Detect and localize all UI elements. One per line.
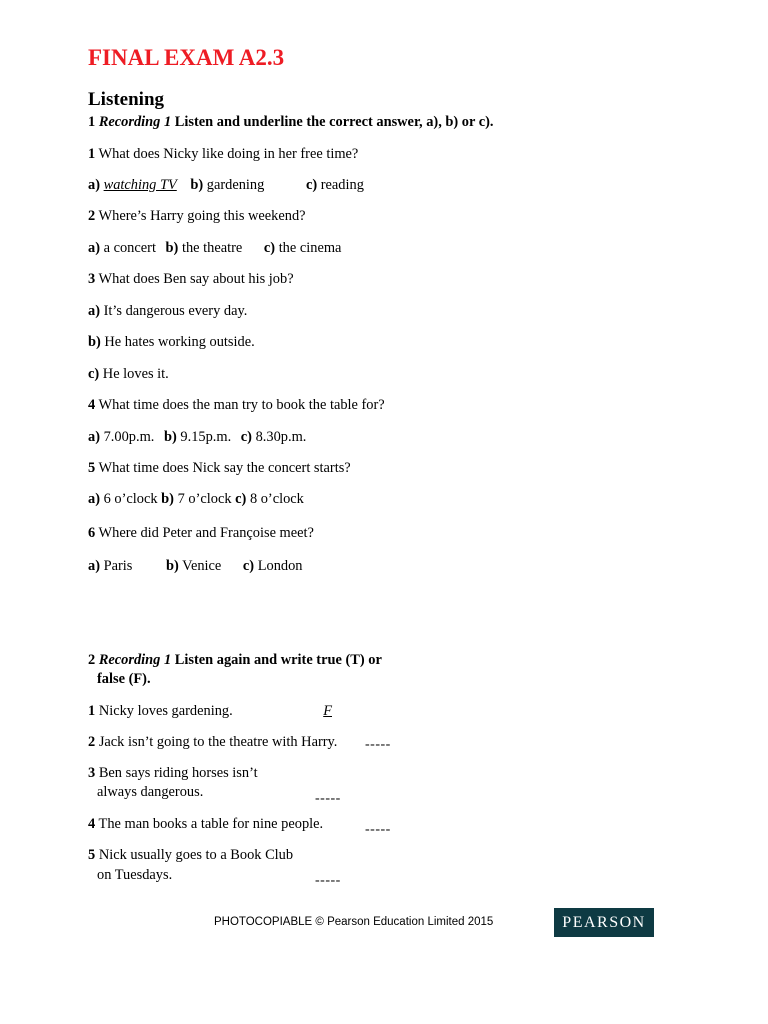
question-text: What time does the man try to book the table for? (98, 397, 385, 413)
statement-text: Ben says riding horses isn’t (98, 765, 258, 781)
instruction-text: Listen again and write true (T) or (174, 652, 382, 668)
copyright-footer: PHOTOCOPIABLE © Pearson Education Limited 2015 (214, 916, 494, 928)
option-b-label: b) (161, 491, 174, 507)
option-b-text: Venice (182, 558, 222, 574)
option-a-label: a) (88, 303, 100, 319)
option-a-text: It’s dangerous every day. (103, 303, 248, 319)
question-6 (88, 524, 314, 542)
option-a-label: a) (88, 240, 100, 256)
question-text: What does Ben say about his job? (98, 271, 294, 287)
exercise-number: 1 (88, 114, 96, 130)
options-5 (88, 490, 304, 508)
answer-blank-5: ----- (315, 873, 341, 888)
option-c-text: He loves it. (102, 366, 169, 382)
option-b-label: b) (190, 177, 204, 193)
option-c-text: 8.30p.m. (255, 429, 307, 445)
statement-3 (88, 764, 258, 782)
option-c-label: c) (305, 177, 318, 193)
question-number: 1 (88, 146, 96, 162)
statement-text: The man books a table for nine people. (98, 816, 324, 832)
question-number: 2 (88, 208, 96, 224)
statement-number: 3 (88, 765, 96, 781)
option-a-text: Paris (103, 558, 133, 574)
option-c-text: 8 o’clock (249, 491, 304, 507)
exercise1-instruction (88, 113, 493, 131)
question-text: Where did Peter and Françoise meet? (98, 525, 314, 541)
question-text: What time does Nick say the concert starts? (98, 460, 351, 476)
exercise2-instruction-cont: false (F). (97, 671, 151, 687)
option-c-label: c) (88, 366, 100, 382)
question-number: 3 (88, 271, 96, 287)
statement-number: 5 (88, 847, 96, 863)
option-b-text: 7 o’clock (177, 491, 232, 507)
option-3a (88, 302, 247, 320)
option-c-label: c) (235, 491, 247, 507)
question-number: 6 (88, 525, 96, 541)
answer-blank-2: ----- (365, 737, 391, 752)
option-a-text: 6 o’clock (103, 491, 158, 507)
option-c-label: c) (263, 240, 276, 256)
option-a-label: a) (88, 491, 100, 507)
option-b-text: the theatre (181, 240, 243, 256)
option-b-text: gardening (206, 177, 265, 193)
statement-5-cont: on Tuesdays. (97, 867, 173, 883)
question-4 (88, 396, 385, 414)
option-c-label: c) (242, 558, 255, 574)
question-number: 5 (88, 460, 96, 476)
question-3 (88, 270, 294, 288)
option-a-underlined-answer: watching TV (103, 177, 177, 193)
statement-1 (88, 702, 233, 720)
option-b-label: b) (164, 429, 177, 445)
options-6 (88, 557, 303, 575)
exercise2-instruction (88, 651, 382, 669)
option-a-label: a) (88, 429, 100, 445)
option-a-text: 7.00p.m. (103, 429, 155, 445)
question-number: 4 (88, 397, 96, 413)
option-3c (88, 365, 169, 383)
option-c-text: reading (320, 177, 364, 193)
option-b-text: He hates working outside. (104, 334, 255, 350)
recording-label: Recording 1 (98, 114, 172, 130)
statement-text: Jack isn’t going to the theatre with Harry. (98, 734, 338, 750)
instruction-text: Listen and underline the correct answer, a), b) or c). (174, 114, 494, 130)
option-c-text: the cinema (278, 240, 342, 256)
option-b-label: b) (88, 334, 101, 350)
statement-2 (88, 733, 337, 751)
option-a-label: a) (88, 558, 100, 574)
question-text: Where’s Harry going this weekend? (98, 208, 306, 224)
statement-text: Nick usually goes to a Book Club (98, 847, 294, 863)
statement-number: 2 (88, 734, 96, 750)
option-a-text: a concert (103, 240, 156, 256)
option-b-label: b) (166, 558, 179, 574)
statement-5 (88, 846, 293, 864)
question-1 (88, 145, 358, 163)
question-text: What does Nicky like doing in her free time? (98, 146, 359, 162)
option-3b (88, 333, 255, 351)
statement-3-cont: always dangerous. (97, 784, 204, 800)
recording-label: Recording 1 (98, 652, 172, 668)
exam-title: FINAL EXAM A2.3 (88, 45, 285, 70)
options-2 (88, 239, 341, 257)
exercise-number: 2 (88, 652, 96, 668)
option-b-text: 9.15p.m. (180, 429, 232, 445)
section-heading: Listening (88, 89, 165, 110)
answer-blank-3: ----- (315, 791, 341, 806)
question-2 (88, 207, 306, 225)
statement-number: 4 (88, 816, 96, 832)
options-1 (88, 176, 364, 194)
statement-4 (88, 815, 323, 833)
question-5 (88, 459, 351, 477)
answer-blank-4: ----- (365, 822, 391, 837)
options-4 (88, 428, 306, 446)
option-a-label: a) (88, 177, 100, 193)
option-b-label: b) (165, 240, 179, 256)
option-c-text: London (257, 558, 303, 574)
pearson-logo: PEARSON (554, 908, 654, 937)
statement-text: Nicky loves gardening. (98, 703, 233, 719)
statement-number: 1 (88, 703, 96, 719)
option-c-label: c) (240, 429, 252, 445)
statement-1-answer: F (323, 703, 332, 719)
